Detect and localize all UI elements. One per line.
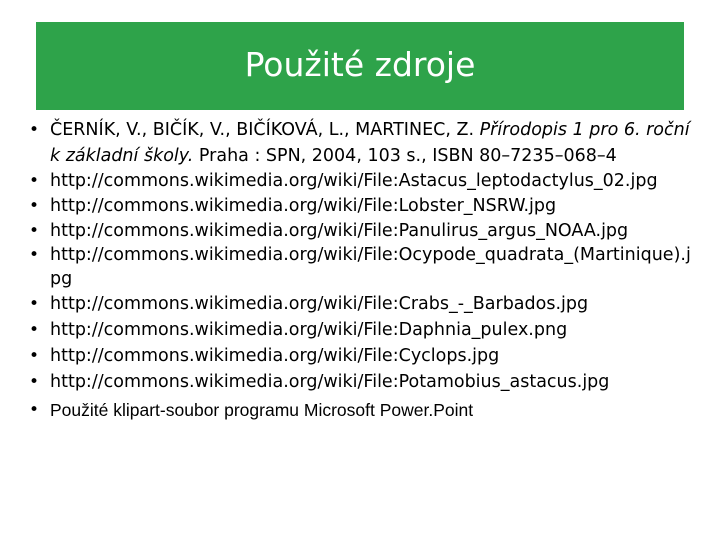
reference-url <box>26 317 698 343</box>
bullet-icon: • <box>28 400 40 420</box>
bullet-icon: • <box>28 245 40 265</box>
bullet-icon: • <box>28 171 40 191</box>
bullet-icon: • <box>28 221 40 241</box>
bullet-icon: • <box>28 196 40 216</box>
book-authors: ČERNÍK, V., BIČÍK, V., BIČÍKOVÁ, L., MARTINEC, Z. <box>50 120 480 140</box>
book-publication: Praha : SPN, 2004, 103 s., ISBN 80–7235–068–4 <box>193 146 617 166</box>
bullet-icon: • <box>28 346 40 366</box>
reference-list <box>26 117 698 423</box>
reference-url-text[interactable]: http://commons.wikimedia.org/wiki/File:Crabs_-_Barbados.jpg <box>50 294 589 314</box>
reference-url <box>26 369 698 395</box>
reference-url-text[interactable]: http://commons.wikimedia.org/wiki/File:Potamobius_astacus.jpg <box>50 372 610 392</box>
reference-url <box>26 219 698 243</box>
reference-url-text[interactable]: http://commons.wikimedia.org/wiki/File:Panulirus_argus_NOAA.jpg <box>50 221 629 241</box>
reference-url-text[interactable]: http://commons.wikimedia.org/wiki/File:Lobster_NSRW.jpg <box>50 196 557 216</box>
reference-url <box>26 291 698 317</box>
reference-url <box>26 243 698 291</box>
reference-url-text[interactable]: http://commons.wikimedia.org/wiki/File:Ocypode_quadrata_(Martinique).jpg <box>50 245 691 289</box>
reference-url <box>26 343 698 369</box>
reference-note <box>26 397 698 423</box>
reference-url-text[interactable]: http://commons.wikimedia.org/wiki/File:Astacus_leptodactylus_02.jpg <box>50 171 658 191</box>
reference-url-text[interactable]: http://commons.wikimedia.org/wiki/File:Daphnia_pulex.png <box>50 320 568 340</box>
reference-url-text[interactable]: http://commons.wikimedia.org/wiki/File:Cyclops.jpg <box>50 346 500 366</box>
book-title: Přírodopis 1 pro 6. ročník základní školy. <box>50 120 690 166</box>
bullet-icon: • <box>28 120 40 140</box>
title-banner <box>36 22 684 110</box>
bullet-icon: • <box>28 320 40 340</box>
reference-url <box>26 169 698 193</box>
reference-url <box>26 193 698 219</box>
bullet-icon: • <box>28 294 40 314</box>
slide-title: Použité zdroje <box>244 44 476 84</box>
reference-note-text: Použité klipart-soubor programu Microsoft Power.Point <box>50 400 474 420</box>
reference-book <box>26 117 698 169</box>
bullet-icon: • <box>28 372 40 392</box>
